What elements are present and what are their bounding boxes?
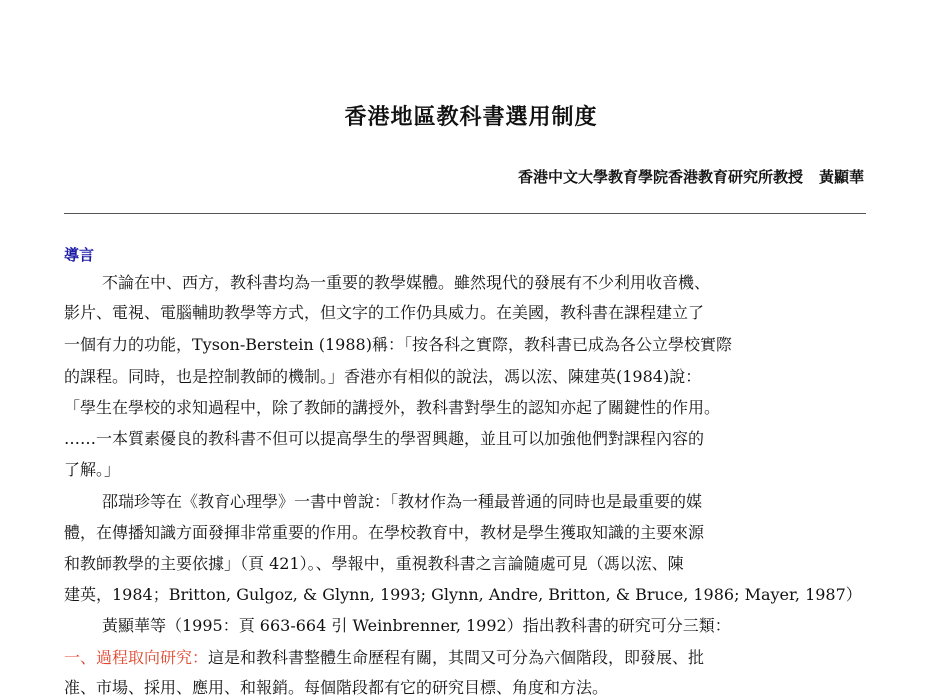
paragraph-2-line-2: 體，在傳播知識方面發揮非常重要的作用。在學校教育中，教材是學生獲取知識的主要來源	[64, 523, 705, 542]
paragraph-1-line-1: 不論在中、西方，教科書均為一重要的教學媒體。雖然現代的發展有不少利用收音機、	[102, 273, 711, 292]
section-heading: 導言	[64, 246, 95, 264]
list-item-text-1: 這是和教科書整體生命歷程有關，其間又可分為六個階段，即發展、批	[208, 648, 705, 667]
paragraph-2-line-1: 邵瑞珍等在《教育心理學》一書中曾說：「教材作為一種最普通的同時也是最重要的媒	[102, 492, 703, 511]
paragraph-1-line-5: 「學生在學校的求知過程中，除了教師的講授外，教科書對學生的認知亦起了關鍵性的作用。	[64, 398, 721, 417]
paragraph-1-line-6: ……一本質素優良的教科書不但可以提高學生的學習興趣，並且可以加強他們對課程內容的	[64, 429, 705, 448]
list-item-1-line-1	[64, 648, 704, 668]
paragraph-2-line-4: 建英，1984；Britton, Gulgoz, & Glynn, 1993; Glynn, Andre, Britton, & Bruce, 1986; Mayer, 1987）	[64, 585, 862, 604]
paragraph-1-line-3: 一個有力的功能，Tyson-Berstein (1988)稱：「按各科之實際，教科書已成為各公立學校實際	[64, 335, 732, 354]
author-line	[518, 166, 864, 187]
list-item-1-line-2: 准、市場、採用、應用、和報銷。每個階段都有它的研究目標、角度和方法。	[64, 678, 609, 697]
paragraph-3-line-1: 黃顯華等（1995：頁 663-664 引 Weinbrenner, 1992）指出教科書的研究可分三類：	[102, 616, 731, 635]
paragraph-2-line-3: 和教師教學的主要依據」（頁 421）。、學報中，重視教科書之言論隨處可見（馮以浤、陳	[64, 554, 684, 573]
document-title: 香港地區教科書選用制度	[344, 105, 598, 130]
paragraph-1-line-4: 的課程。同時，也是控制教師的機制。」香港亦有相似的說法，馮以浤、陳建英(1984)說：	[64, 367, 702, 386]
horizontal-divider	[64, 213, 866, 214]
author-affiliation: 香港中文大學教育學院香港教育研究所教授	[517, 168, 803, 186]
paragraph-1-line-2: 影片、電視、電腦輔助教學等方式，但文字的工作仍具威力。在美國，教科書在課程建立了	[64, 303, 705, 322]
paragraph-1-line-7: 了解。」	[64, 460, 121, 479]
author-name: 黃顯華	[818, 168, 864, 186]
list-item-marker: 一、過程取向研究：	[64, 648, 209, 667]
